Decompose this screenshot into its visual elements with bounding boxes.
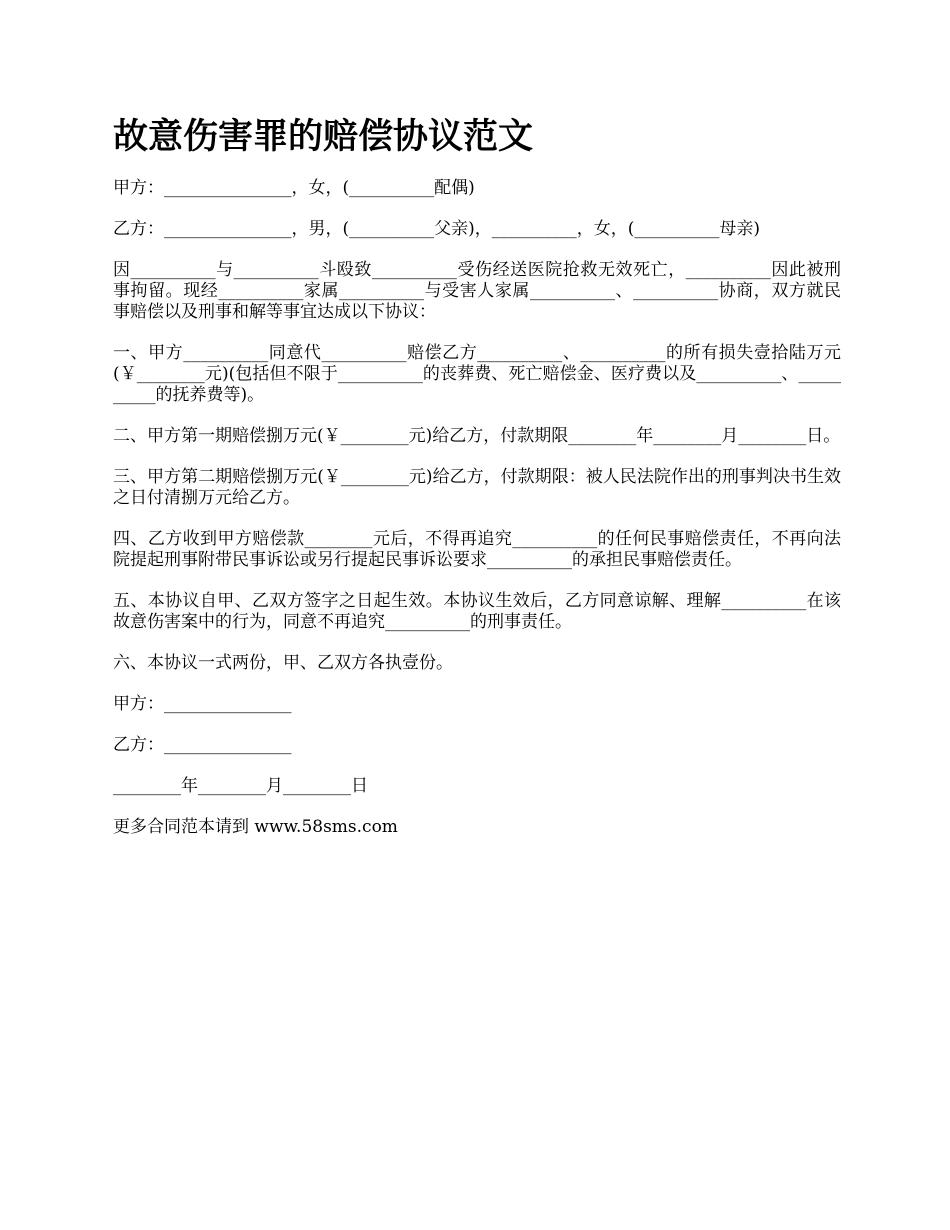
signature-party-b: 乙方：_______________ — [113, 735, 292, 755]
clause-4: 四、乙方收到甲方赔偿款________元后，不得再追究__________的任何民事赔偿责任，不再向法院提起刑事附带民事诉讼或另行提起民事诉讼要求__________的承担民事赔偿责任。 — [113, 529, 841, 570]
signature-party-a: 甲方：_______________ — [113, 694, 292, 714]
clause-6: 六、本协议一式两份，甲、乙双方各执壹份。 — [113, 653, 453, 673]
clause-5: 五、本协议自甲、乙双方签字之日起生效。本协议生效后，乙方同意谅解、理解__________在该故意伤害案中的行为，同意不再追究__________的刑事责任。 — [113, 591, 841, 632]
document-title: 故意伤害罪的赔偿协议范文 — [113, 117, 534, 157]
party-a-line: 甲方：_______________，女，(__________配偶) — [113, 178, 475, 198]
signature-date: ________年________月________日 — [113, 776, 368, 796]
preamble-paragraph: 因__________与__________斗殴致__________受伤经送医院抢救无效死亡，__________因此被刑事拘留。现经__________家属__________与受害人家属__________、__________协商，双方就民事赔偿以及刑事和解等事宜达成以下协议： — [113, 260, 841, 322]
clause-1: 一、甲方__________同意代__________赔偿乙方__________、__________的所有损失壹拾陆万元(￥________元)(包括但不限于__________的丧葬费、死亡赔偿金、医疗费以及__________、__________的抚养费等)。 — [113, 343, 841, 405]
party-b-line: 乙方：_______________，男，(__________父亲)，__________，女，(__________母亲) — [113, 219, 761, 239]
clause-3: 三、甲方第二期赔偿捌万元(￥________元)给乙方，付款期限：被人民法院作出的刑事判决书生效之日付清捌万元给乙方。 — [113, 467, 841, 508]
document-page — [113, 112, 841, 858]
footer-link-text: 更多合同范本请到 www.58sms.com — [113, 817, 398, 837]
clause-2: 二、甲方第一期赔偿捌万元(￥________元)给乙方，付款期限________年________月________日。 — [113, 426, 841, 446]
